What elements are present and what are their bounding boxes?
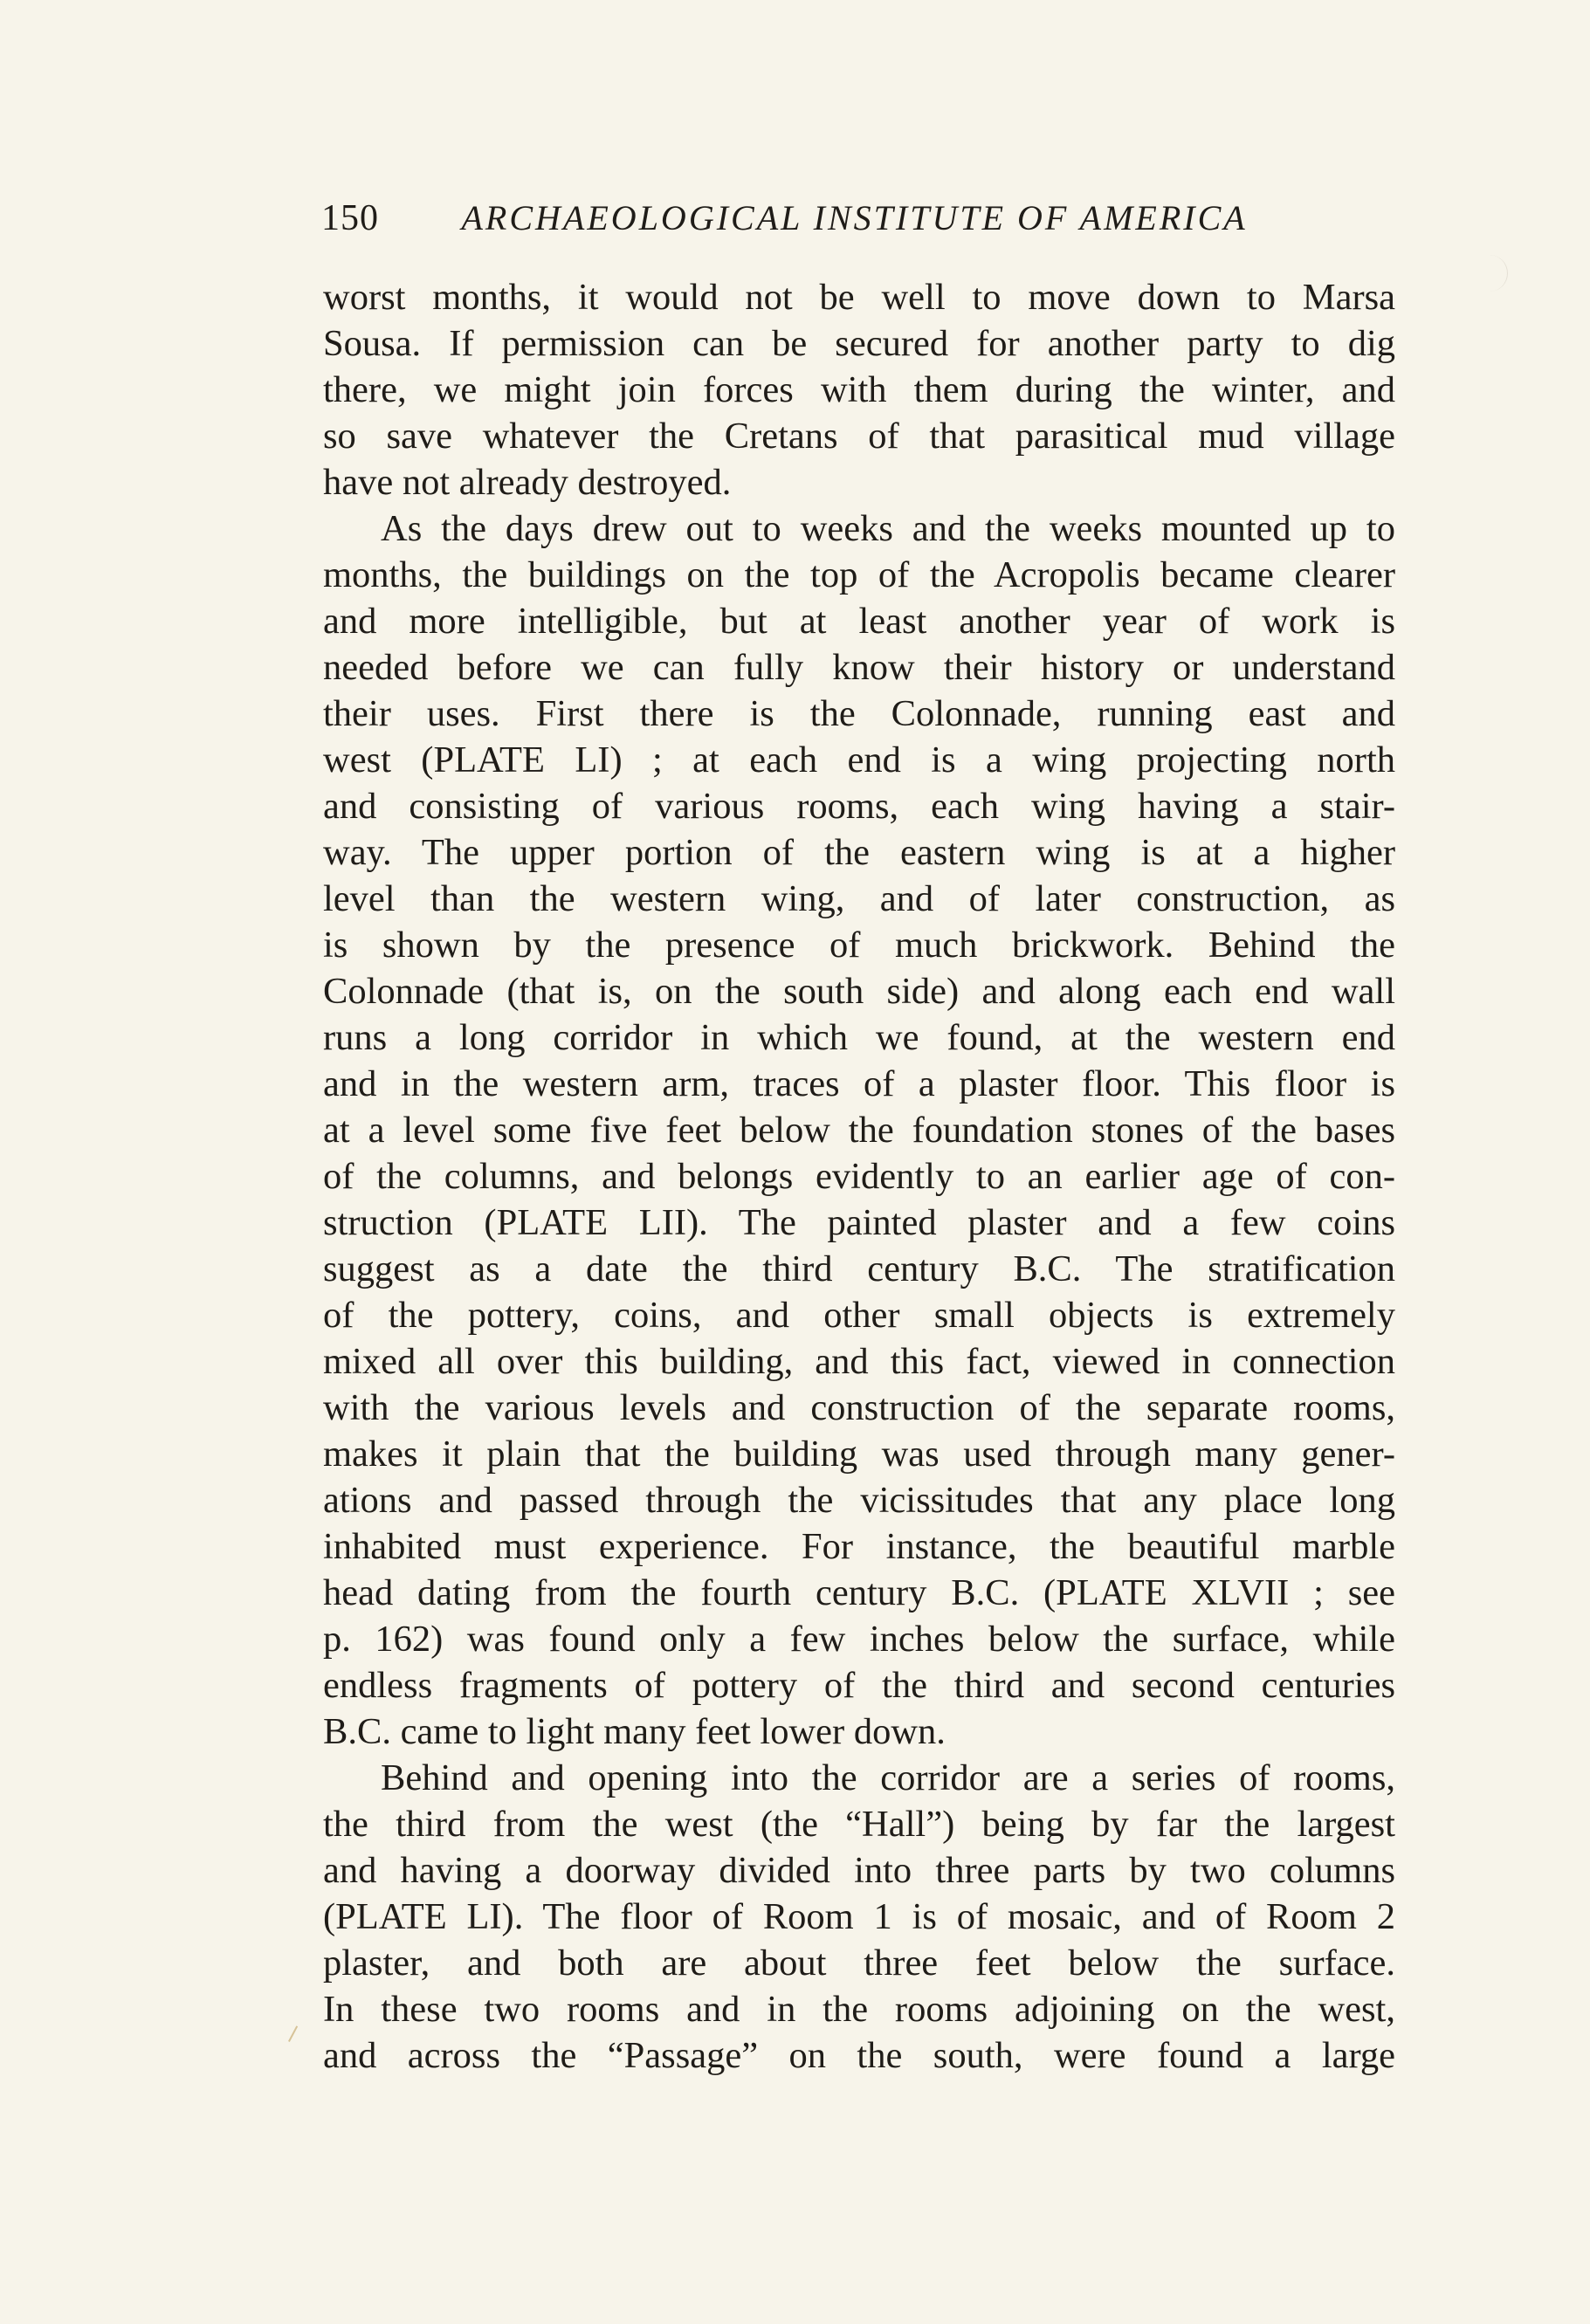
text-line: there, we might join forces with them during the winter, and	[323, 369, 1395, 410]
text-line: with the various levels and construction of the separate rooms,	[323, 1387, 1395, 1428]
text-line: struction (PLATE LII). The painted plaster and a few coins	[323, 1202, 1395, 1243]
text-line: west (PLATE LI) ; at each end is a wing projecting north	[323, 739, 1395, 780]
text-line: is shown by the presence of much brickwork. Behind the	[323, 925, 1395, 966]
text-line: have not already destroyed.	[323, 462, 732, 503]
margin-pencil-mark	[288, 2025, 306, 2046]
text-line: the third from the west (the “Hall”) being by far the largest	[323, 1804, 1395, 1845]
running-header	[321, 194, 1395, 243]
text-line: B.C. came to light many feet lower down.	[323, 1711, 946, 1752]
text-line: ations and passed through the vicissitudes that any place long	[323, 1480, 1395, 1521]
text-line: of the pottery, coins, and other small objects is extremely	[323, 1295, 1395, 1336]
text-line: and across the “Passage” on the south, were found a large	[323, 2035, 1395, 2076]
text-line: months, the buildings on the top of the Acropolis became clearer	[323, 554, 1395, 595]
text-line: mixed all over this building, and this fact, viewed in connection	[323, 1341, 1395, 1382]
text-line: suggest as a date the third century B.C. The stratification	[323, 1248, 1395, 1289]
text-line: and more intelligible, but at least another year of work is	[323, 601, 1395, 642]
text-line: plaster, and both are about three feet below the surface.	[323, 1942, 1395, 1984]
body-text	[323, 274, 1395, 2079]
text-line: and in the western arm, traces of a plaster floor. This floor is	[323, 1063, 1395, 1104]
page-edge-mark	[1488, 255, 1508, 292]
text-line: so save whatever the Cretans of that parasitical mud village	[323, 416, 1395, 457]
text-line: worst months, it would not be well to move down to Marsa	[323, 277, 1395, 318]
text-line: (PLATE LI). The floor of Room 1 is of mosaic, and of Room 2	[323, 1896, 1395, 1937]
text-line: needed before we can fully know their history or understand	[323, 647, 1395, 688]
text-line: inhabited must experience. For instance, the beautiful marble	[323, 1526, 1395, 1567]
running-title: ARCHAEOLOGICAL INSTITUTE OF AMERICA	[461, 198, 1248, 237]
text-line: p. 162) was found only a few inches below the surface, while	[323, 1619, 1395, 1660]
text-line: their uses. First there is the Colonnade, running east and	[323, 693, 1395, 734]
text-line: In these two rooms and in the rooms adjoining on the west,	[323, 1989, 1395, 2030]
text-line: at a level some five feet below the foundation stones of the bases	[323, 1110, 1395, 1151]
text-line: level than the western wing, and of later construction, as	[323, 878, 1395, 919]
text-line: makes it plain that the building was used through many gener-	[323, 1434, 1395, 1475]
text-line: endless fragments of pottery of the third and second centuries	[323, 1665, 1395, 1706]
page-number: 150	[321, 198, 379, 238]
paragraph-first-line: As the days drew out to weeks and the weeks mounted up to	[381, 508, 1395, 549]
text-line: head dating from the fourth century B.C. (PLATE XLVII ; see	[323, 1572, 1395, 1613]
text-line: Colonnade (that is, on the south side) and along each end wall	[323, 971, 1395, 1012]
text-line: runs a long corridor in which we found, at the western end	[323, 1017, 1395, 1058]
text-line: and consisting of various rooms, each wing having a stair-	[323, 786, 1395, 827]
text-line: way. The upper portion of the eastern wing is at a higher	[323, 832, 1395, 873]
text-line: of the columns, and belongs evidently to an earlier age of con-	[323, 1156, 1395, 1197]
paragraph-first-line: Behind and opening into the corridor are a series of rooms,	[381, 1757, 1395, 1798]
text-line: and having a doorway divided into three parts by two columns	[323, 1850, 1395, 1891]
text-line: Sousa. If permission can be secured for another party to dig	[323, 323, 1395, 364]
